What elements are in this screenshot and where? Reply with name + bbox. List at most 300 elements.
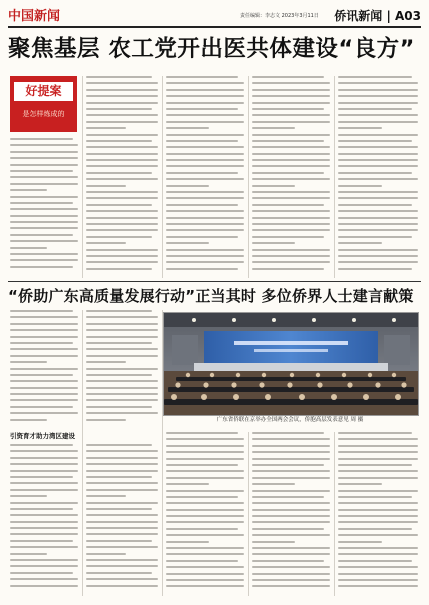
text-line — [10, 348, 78, 350]
text-line — [86, 249, 158, 251]
text-line — [86, 185, 126, 187]
text-line — [252, 470, 330, 472]
article2-column-1-lower — [10, 444, 78, 596]
text-line — [166, 509, 244, 511]
text-line — [86, 95, 158, 97]
text-line — [338, 470, 418, 472]
text-line — [86, 572, 152, 574]
text-line — [10, 266, 73, 268]
text-line — [10, 329, 78, 331]
text-line — [166, 579, 244, 581]
text-line — [86, 191, 158, 193]
text-line — [166, 445, 244, 447]
text-line — [86, 419, 126, 421]
article2-headline: “侨助广东高质量发展行动”正当其时 多位侨界人士建言献策 — [8, 287, 414, 305]
text-line — [252, 178, 330, 180]
text-line — [166, 438, 244, 440]
text-line — [86, 316, 158, 318]
text-line — [166, 236, 238, 238]
text-line — [86, 463, 158, 465]
text-line — [252, 432, 324, 434]
text-line — [252, 89, 330, 91]
text-line — [166, 528, 238, 530]
text-line — [252, 217, 330, 219]
text-line — [166, 553, 244, 555]
text-line — [10, 183, 78, 185]
text-line — [252, 82, 330, 84]
text-line — [166, 102, 244, 104]
text-line — [338, 197, 418, 199]
text-line — [338, 140, 412, 142]
text-line — [252, 528, 324, 530]
text-line — [338, 560, 412, 562]
column-divider — [334, 76, 335, 278]
text-line — [338, 217, 418, 219]
text-line — [10, 533, 78, 535]
text-line — [338, 255, 418, 257]
text-line — [10, 476, 73, 478]
text-line — [86, 336, 158, 338]
text-line — [338, 515, 418, 517]
text-line — [10, 527, 78, 529]
text-line — [252, 509, 330, 511]
text-line — [86, 127, 126, 129]
text-line — [252, 229, 330, 231]
text-line — [86, 355, 158, 357]
article2-column-2 — [86, 310, 158, 428]
text-line — [166, 146, 244, 148]
text-line — [10, 151, 78, 153]
text-line — [252, 153, 330, 155]
text-line — [86, 178, 158, 180]
text-line — [86, 399, 158, 401]
text-line — [86, 521, 158, 523]
text-line — [252, 210, 330, 212]
text-line — [166, 585, 244, 587]
column-divider — [162, 310, 163, 596]
text-line — [338, 490, 418, 492]
text-line — [166, 197, 244, 199]
text-line — [166, 114, 244, 116]
conference-photo — [163, 312, 419, 416]
text-line — [338, 242, 382, 244]
text-line — [252, 95, 330, 97]
text-line — [252, 451, 330, 453]
text-line — [252, 223, 330, 225]
text-line — [10, 419, 47, 421]
masthead — [8, 4, 421, 28]
text-line — [10, 559, 78, 561]
text-line — [166, 432, 238, 434]
text-line — [86, 489, 158, 491]
text-line — [86, 134, 158, 136]
column-divider — [82, 310, 83, 596]
text-line — [166, 185, 209, 187]
text-line — [166, 515, 244, 517]
text-line — [252, 261, 330, 263]
text-line — [86, 393, 158, 395]
text-line — [10, 463, 78, 465]
text-line — [252, 268, 324, 270]
text-line — [166, 464, 238, 466]
text-line — [10, 482, 78, 484]
text-line — [86, 197, 158, 199]
text-line — [10, 380, 78, 382]
text-line — [166, 483, 209, 485]
text-line — [166, 242, 209, 244]
text-line — [86, 323, 158, 325]
text-line — [166, 82, 244, 84]
text-line — [10, 540, 73, 542]
text-line — [10, 495, 47, 497]
text-line — [252, 127, 295, 129]
text-line — [86, 76, 152, 78]
text-line — [166, 573, 244, 575]
text-line — [338, 108, 412, 110]
text-line — [338, 146, 418, 148]
text-line — [338, 236, 412, 238]
text-line — [10, 234, 73, 236]
text-line — [338, 82, 418, 84]
text-line — [338, 185, 382, 187]
text-line — [86, 82, 158, 84]
text-line — [10, 450, 78, 452]
text-line — [10, 585, 78, 587]
text-line — [252, 146, 330, 148]
text-line — [338, 438, 418, 440]
newspaper-logo: 中国新闻 — [8, 9, 61, 24]
text-line — [86, 159, 158, 161]
text-line — [10, 336, 78, 338]
text-line — [10, 310, 73, 312]
text-line — [166, 95, 244, 97]
text-line — [10, 157, 78, 159]
text-line — [338, 464, 412, 466]
text-line — [166, 521, 244, 523]
article1-column-5 — [338, 76, 418, 278]
text-line — [86, 444, 152, 446]
text-line — [338, 127, 382, 129]
text-line — [86, 482, 158, 484]
text-line — [338, 223, 418, 225]
text-line — [252, 204, 324, 206]
text-line — [252, 464, 324, 466]
text-line — [86, 165, 158, 167]
text-line — [166, 89, 244, 91]
text-line — [86, 559, 158, 561]
column-divider — [162, 76, 163, 278]
text-line — [166, 458, 244, 460]
text-line — [10, 393, 78, 395]
article2-column-5-lower — [338, 432, 418, 596]
text-line — [252, 521, 330, 523]
text-line — [86, 146, 158, 148]
text-line — [86, 457, 158, 459]
text-line — [86, 342, 152, 344]
text-line — [86, 476, 152, 478]
text-line — [166, 229, 244, 231]
text-line — [166, 134, 244, 136]
text-line — [86, 585, 158, 587]
text-line — [86, 380, 158, 382]
article2-column-3-lower — [166, 432, 244, 596]
text-line — [252, 566, 330, 568]
text-line — [10, 514, 78, 516]
text-line — [252, 496, 324, 498]
text-line — [338, 89, 418, 91]
article2-column-4-lower — [252, 432, 330, 596]
text-line — [10, 457, 78, 459]
text-line — [86, 140, 152, 142]
text-line — [10, 578, 78, 580]
column-divider — [82, 76, 83, 278]
column-divider — [248, 76, 249, 278]
text-line — [338, 496, 412, 498]
text-line — [10, 355, 78, 357]
text-line — [252, 547, 330, 549]
text-line — [10, 508, 73, 510]
text-line — [166, 191, 244, 193]
text-line — [338, 134, 418, 136]
text-line — [252, 236, 324, 238]
conference-hall-image — [164, 313, 418, 415]
text-line — [252, 159, 330, 161]
text-line — [166, 217, 244, 219]
text-line — [86, 540, 152, 542]
text-line — [338, 229, 418, 231]
text-line — [86, 565, 158, 567]
text-line — [86, 508, 152, 510]
text-line — [86, 406, 152, 408]
text-line — [252, 197, 330, 199]
article1-column-2 — [86, 76, 158, 278]
text-line — [10, 502, 78, 504]
text-line — [252, 560, 324, 562]
text-line — [86, 210, 158, 212]
text-line — [86, 255, 158, 257]
text-line — [252, 102, 330, 104]
text-line — [166, 165, 244, 167]
text-line — [86, 114, 158, 116]
text-line — [252, 515, 330, 517]
text-line — [166, 249, 244, 251]
text-line — [338, 153, 418, 155]
article1-column-3 — [166, 76, 244, 278]
text-line — [338, 268, 412, 270]
text-line — [252, 114, 330, 116]
text-line — [10, 553, 47, 555]
text-line — [338, 178, 418, 180]
text-line — [86, 310, 152, 312]
text-line — [252, 76, 324, 78]
text-line — [86, 578, 158, 580]
text-line — [86, 153, 158, 155]
text-line — [252, 502, 330, 504]
text-line — [338, 573, 418, 575]
text-line — [10, 202, 73, 204]
text-line — [252, 108, 324, 110]
text-line — [86, 527, 158, 529]
photo-caption — [163, 416, 417, 424]
text-line — [252, 445, 330, 447]
text-line — [166, 210, 244, 212]
text-line — [166, 547, 244, 549]
text-line — [252, 573, 330, 575]
text-line — [10, 221, 78, 223]
text-line — [10, 489, 78, 491]
page-meta: 责任编辑：李志文 2023年3月11日 — [240, 13, 319, 19]
text-line — [252, 185, 295, 187]
text-line — [10, 164, 78, 166]
text-line — [166, 178, 244, 180]
text-line — [10, 316, 78, 318]
text-line — [86, 495, 126, 497]
text-line — [86, 533, 158, 535]
text-line — [166, 560, 238, 562]
text-line — [86, 450, 158, 452]
text-line — [252, 483, 295, 485]
text-line — [10, 361, 47, 363]
text-line — [252, 541, 295, 543]
text-line — [86, 236, 152, 238]
text-line — [166, 121, 244, 123]
text-line — [252, 249, 330, 251]
text-line — [86, 514, 158, 516]
text-line — [252, 553, 330, 555]
text-line — [86, 89, 158, 91]
text-line — [338, 172, 412, 174]
text-line — [338, 585, 418, 587]
text-line — [10, 374, 73, 376]
text-line — [86, 470, 158, 472]
text-line — [166, 502, 244, 504]
text-line — [166, 76, 238, 78]
column-badge — [10, 76, 77, 132]
text-line — [166, 268, 238, 270]
text-line — [86, 387, 158, 389]
text-line — [86, 223, 158, 225]
article2-column-1 — [10, 310, 78, 428]
column-divider — [248, 432, 249, 596]
text-line — [86, 546, 158, 548]
text-line — [338, 114, 418, 116]
text-line — [166, 127, 209, 129]
article2-subhead: 引资育才助力湾区建设 — [10, 432, 75, 440]
text-line — [86, 502, 158, 504]
text-line — [10, 144, 78, 146]
text-line — [10, 189, 47, 191]
text-line — [10, 444, 73, 446]
text-line — [10, 208, 78, 210]
photo-caption-text: 广东省侨联在京举办全国两会会议，侨胞高层发表意见 周 摄 — [216, 417, 364, 423]
text-line — [338, 553, 418, 555]
text-line — [338, 249, 418, 251]
text-line — [86, 108, 152, 110]
text-line — [86, 229, 158, 231]
text-line — [10, 399, 78, 401]
text-line — [166, 470, 244, 472]
text-line — [252, 438, 330, 440]
text-line — [86, 329, 158, 331]
text-line — [86, 242, 126, 244]
column-divider — [334, 432, 335, 596]
text-line — [86, 172, 152, 174]
text-line — [338, 566, 418, 568]
text-line — [338, 102, 418, 104]
text-line — [252, 242, 295, 244]
text-line — [252, 165, 330, 167]
text-line — [166, 223, 244, 225]
text-line — [10, 412, 78, 414]
text-line — [338, 502, 418, 504]
text-line — [252, 579, 330, 581]
badge-title: 好提案 — [14, 82, 73, 101]
text-line — [10, 521, 78, 523]
text-line — [338, 534, 418, 536]
text-line — [10, 247, 47, 249]
text-line — [10, 240, 78, 242]
text-line — [338, 95, 418, 97]
text-line — [10, 323, 78, 325]
text-line — [10, 227, 78, 229]
text-line — [338, 521, 418, 523]
text-line — [10, 253, 78, 255]
text-line — [338, 204, 412, 206]
text-line — [10, 406, 73, 408]
text-line — [86, 374, 152, 376]
text-line — [338, 159, 418, 161]
text-line — [252, 121, 330, 123]
text-line — [338, 445, 418, 447]
text-line — [338, 191, 418, 193]
text-line — [166, 451, 244, 453]
text-line — [252, 585, 330, 587]
text-line — [10, 470, 78, 472]
text-line — [166, 255, 244, 257]
text-line — [166, 153, 244, 155]
article1-headline: 聚焦基层 农工党开出医共体建设“良方” — [8, 36, 415, 62]
text-line — [338, 121, 418, 123]
text-line — [86, 412, 158, 414]
text-line — [10, 196, 78, 198]
text-line — [252, 458, 330, 460]
text-line — [252, 534, 330, 536]
text-line — [338, 483, 382, 485]
text-line — [10, 368, 78, 370]
text-line — [252, 140, 324, 142]
text-line — [166, 541, 209, 543]
text-line — [252, 191, 330, 193]
text-line — [252, 255, 330, 257]
text-line — [86, 553, 126, 555]
text-line — [338, 579, 418, 581]
text-line — [338, 509, 418, 511]
text-line — [166, 159, 244, 161]
text-line — [10, 170, 73, 172]
text-line — [166, 566, 244, 568]
text-line — [252, 477, 330, 479]
text-line — [252, 134, 330, 136]
text-line — [86, 204, 152, 206]
text-line — [86, 102, 158, 104]
text-line — [86, 361, 126, 363]
text-line — [338, 541, 382, 543]
article-separator — [8, 281, 421, 282]
text-line — [86, 368, 158, 370]
text-line — [166, 261, 244, 263]
text-line — [338, 261, 418, 263]
text-line — [338, 547, 418, 549]
